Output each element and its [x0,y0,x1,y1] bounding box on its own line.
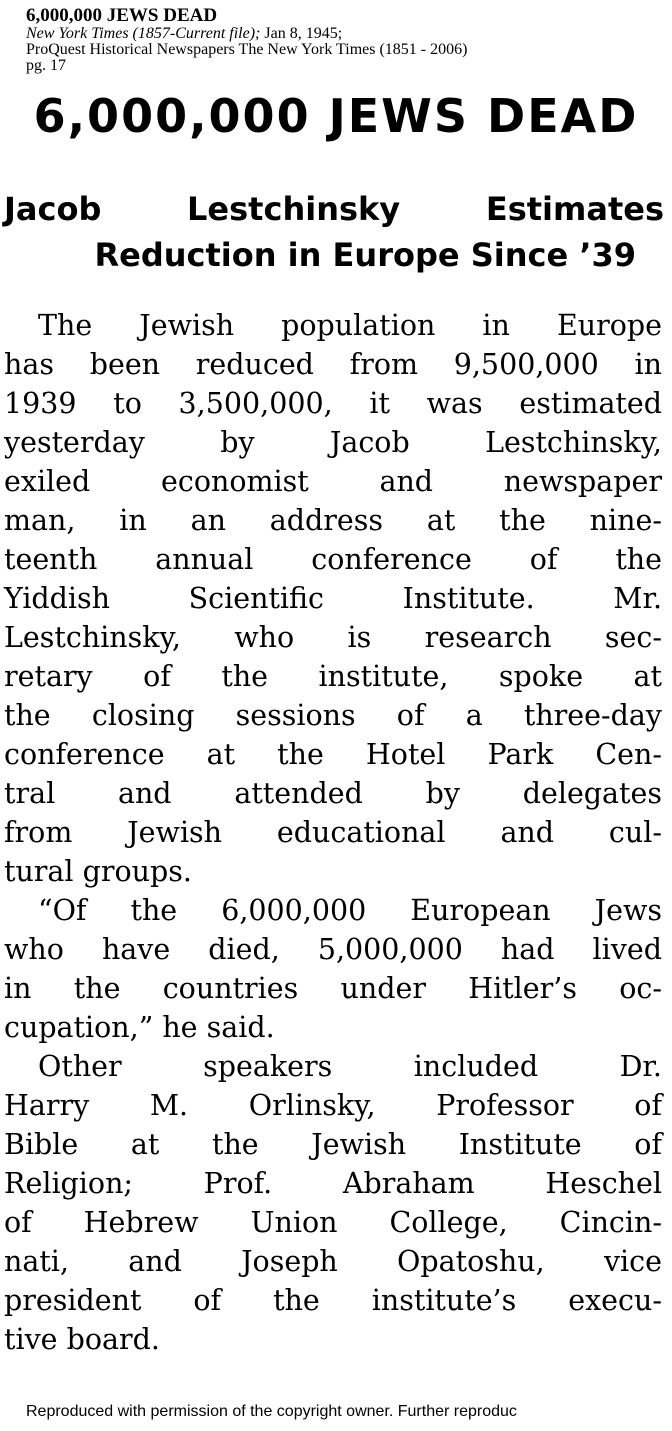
paragraph-1 [4,306,662,891]
paragraph-3 [4,1047,662,1359]
text-line: has been reduced from 9,500,000 in [4,348,662,381]
text-line: conference at the Hotel Park Cen- [4,738,662,771]
text-line: president of the institute’s execu- [4,1284,662,1317]
text-line: Religion; Prof. Abraham Heschel [4,1167,662,1200]
text-line: Bible at the Jewish Institute of [4,1128,662,1161]
text-line: who have died, 5,000,000 had lived [4,933,662,966]
subheadline [4,186,664,278]
text-line: yesterday by Jacob Lestchinsky, [4,426,662,459]
citation-source-line [26,26,666,42]
text-line: man, in an address at the nine- [4,504,662,537]
citation-source: New York Times (1857-Current file); [26,25,261,42]
text-line: Other speakers included Dr. [38,1050,662,1083]
citation-date: Jan 8, 1945; [260,25,343,42]
subhead-word: Estimates [485,190,664,228]
text-line: exiled economist and newspaper [4,465,662,498]
text-line: Yiddish Scientific Institute. Mr. [4,582,662,615]
subhead-word: Jacob [4,190,102,228]
text-line: Lestchinsky, who is research sec- [4,621,662,654]
text-line: in the countries under Hitler’s oc- [4,972,662,1005]
subhead-line-2: Reduction in Europe Since ’39 [94,236,636,274]
copyright-footer: Reproduced with permission of the copyright owner. Further reproduc [26,1403,517,1420]
article-body [4,306,662,1359]
text-line: the closing sessions of a three-day [4,699,662,732]
citation-database: ProQuest Historical Newspapers The New York Times (1851 - 2006) [26,41,468,58]
text-line: cupation,” he said. [4,1011,275,1044]
subhead-word: Lestchinsky [187,190,401,228]
citation-page: pg. 17 [26,57,66,74]
text-line: tive board. [4,1323,160,1356]
text-line: teenth annual conference of the [4,543,662,576]
citation-title: 6,000,000 JEWS DEAD [26,5,218,26]
text-line: “Of the 6,000,000 European Jews [38,894,662,927]
text-line: tral and attended by delegates [4,777,662,810]
text-line: 1939 to 3,500,000, it was estimated [4,387,662,420]
citation-block [26,6,666,74]
text-line: Harry M. Orlinsky, Professor of [4,1089,662,1122]
text-line: tural groups. [4,855,192,888]
paragraph-2 [4,891,662,1047]
text-line: from Jewish educational and cul- [4,816,662,849]
text-line: retary of the institute, spoke at [4,660,662,693]
text-line: of Hebrew Union College, Cincin- [4,1206,662,1239]
headline: 6,000,000 JEWS DEAD [33,89,639,143]
subhead-line-1 [4,186,664,232]
text-line: nati, and Joseph Opatoshu, vice [4,1245,662,1278]
text-line: The Jewish population in Europe [38,309,662,342]
